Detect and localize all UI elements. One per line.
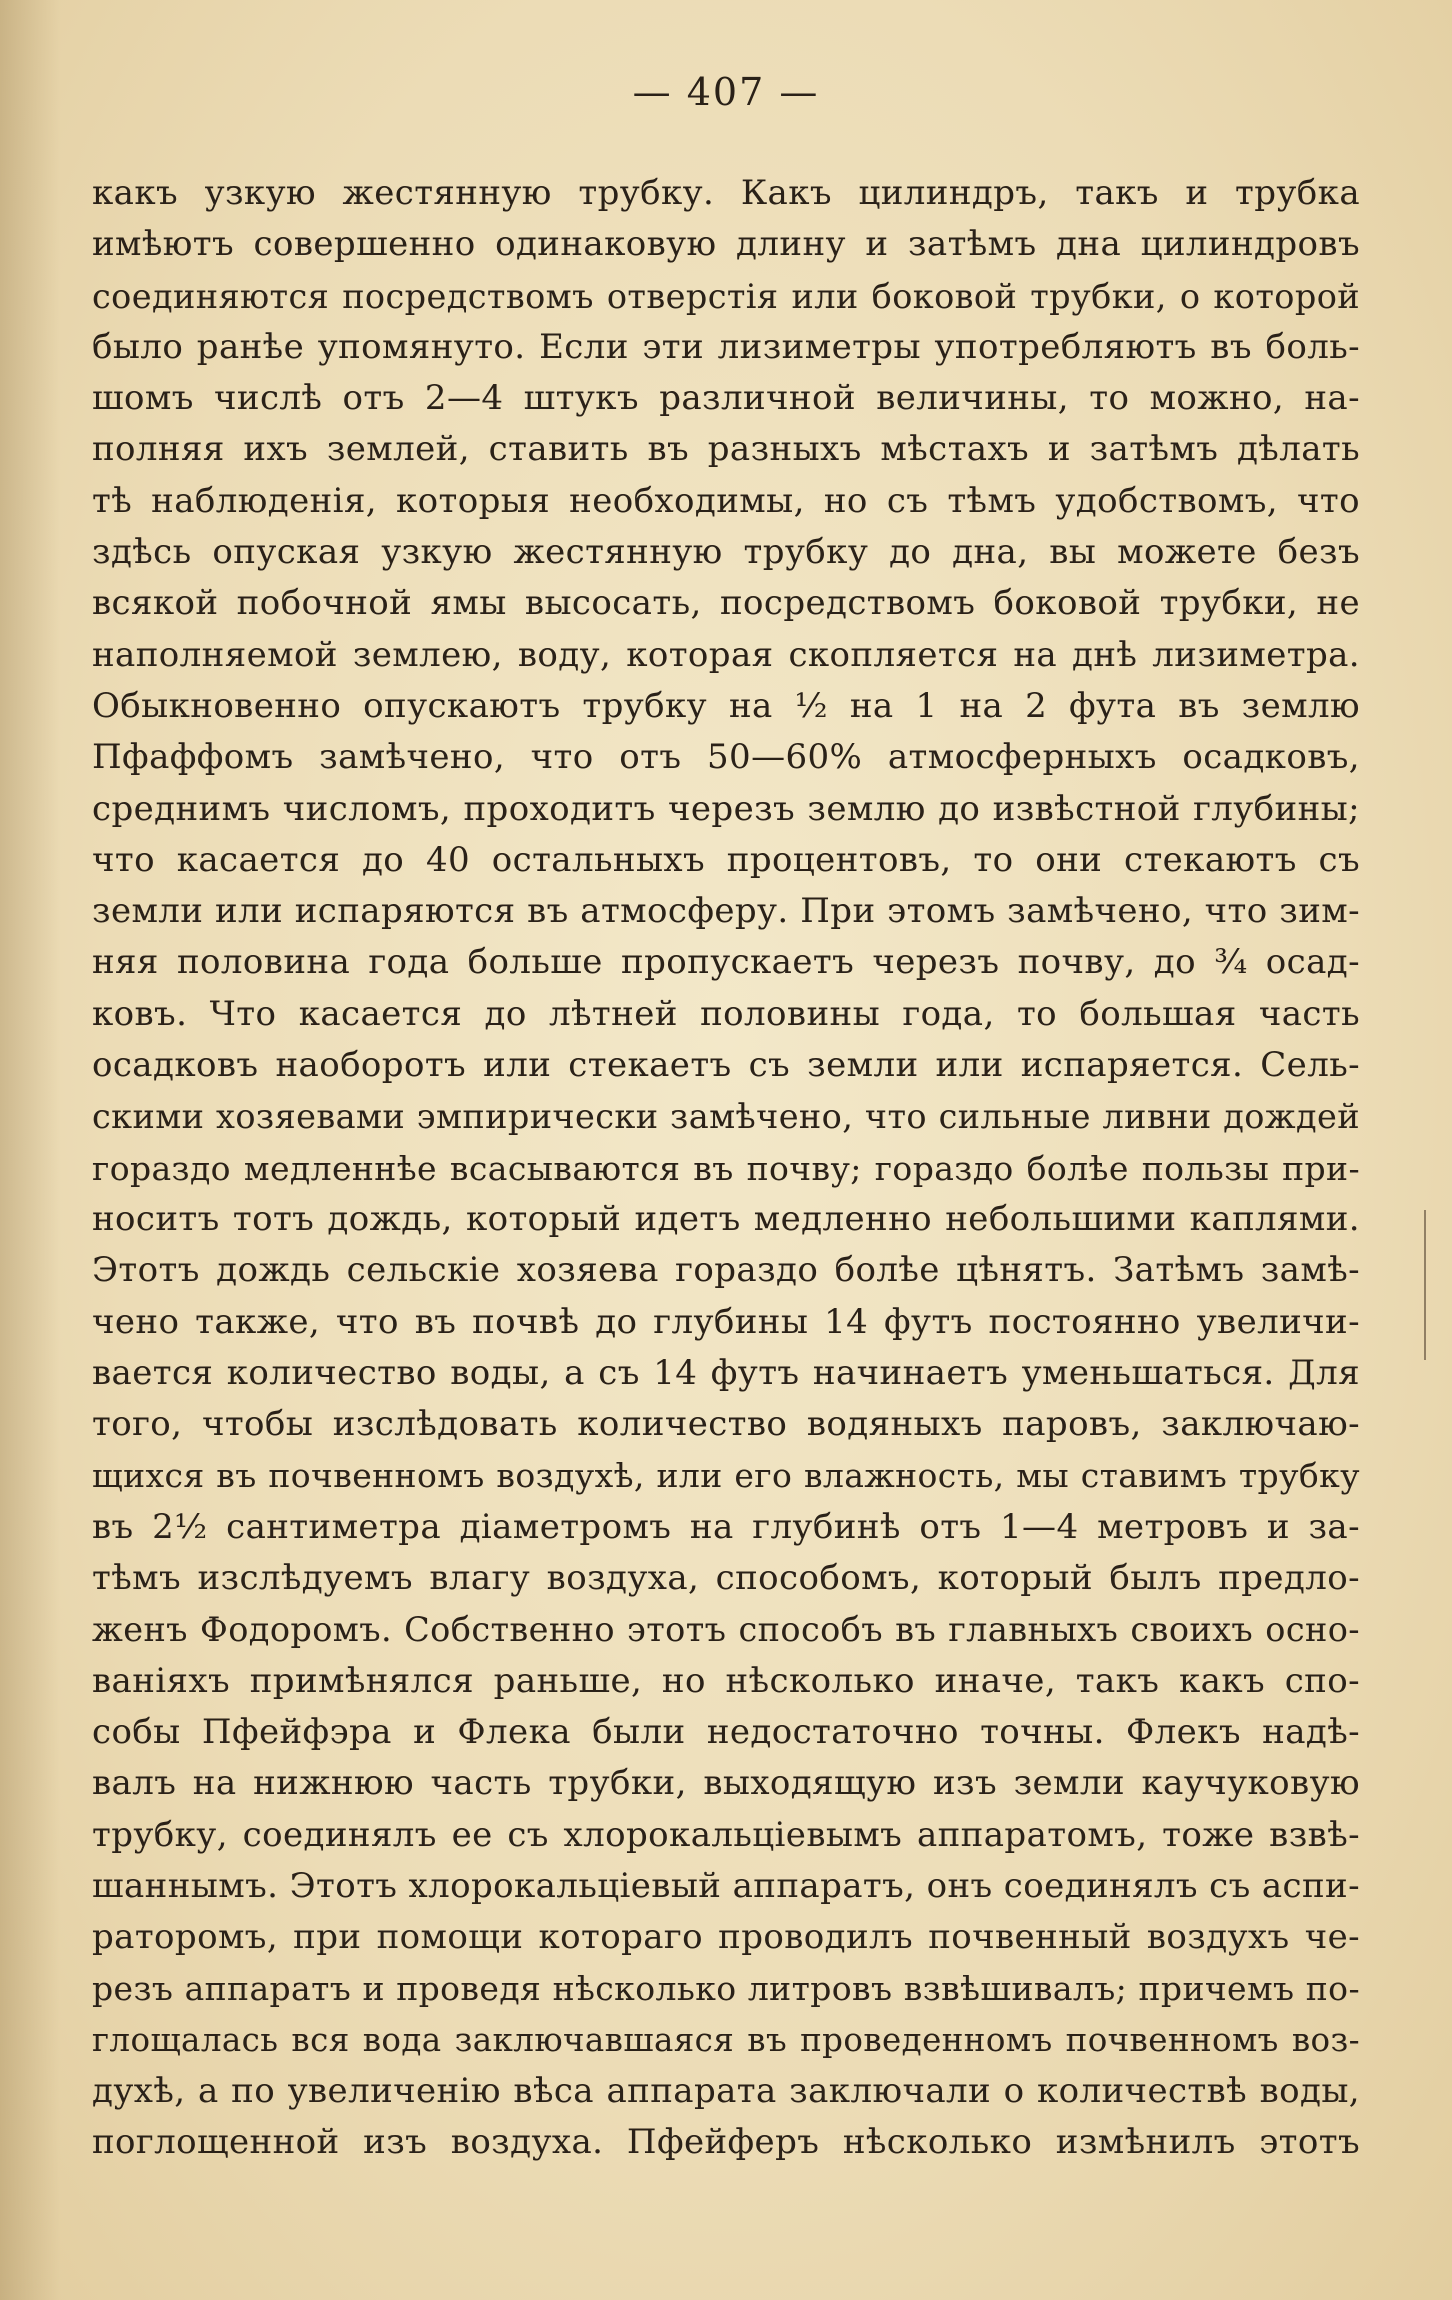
text-line: тѣмъ изслѣдуемъ влагу воздуха, способомъ, который былъ предло- (92, 1558, 1360, 1599)
text-line: Пфаффомъ замѣчено, что отъ 50—60% атмосферныхъ осадковъ, (92, 737, 1360, 778)
text-line: духѣ, а по увеличенію вѣса аппарата заключали о количествѣ воды, (92, 2070, 1360, 2111)
text-line: всякой побочной ямы высосать, посредствомъ боковой трубки, не (92, 583, 1360, 624)
text-line: земли или испаряются въ атмосферу. При этомъ замѣчено, что зим- (92, 891, 1360, 932)
text-line: ваніяхъ примѣнялся раньше, но нѣсколько иначе, такъ какъ спо- (92, 1660, 1360, 1701)
text-line: шаннымъ. Этотъ хлорокальціевый аппаратъ, онъ соединялъ съ аспи- (92, 1865, 1360, 1906)
text-line: чено также, что въ почвѣ до глубины 14 футъ постоянно увеличи- (92, 1301, 1360, 1342)
spine-shadow (0, 0, 60, 2300)
text-line: собы Пфейфэра и Флека были недостаточно точны. Флекъ надѣ- (92, 1711, 1360, 1752)
text-line: полняя ихъ землей, ставить въ разныхъ мѣстахъ и затѣмъ дѣлать (92, 429, 1360, 470)
text-line: глощалась вся вода заключавшаяся въ проведенномъ почвенномъ воз- (92, 2020, 1360, 2059)
text-line: скими хозяевами эмпирически замѣчено, что сильные ливни дождей (92, 1097, 1360, 1137)
text-line: тѣ наблюденія, которыя необходимы, но съ тѣмъ удобствомъ, что (92, 480, 1360, 521)
text-line: валъ на нижнюю часть трубки, выходящую изъ земли каучуковую (92, 1763, 1360, 1804)
text-line: того, чтобы изслѣдовать количество водяныхъ паровъ, заключаю- (92, 1404, 1360, 1445)
text-line: было ранѣе упомянуто. Если эти лизиметры употребляютъ въ боль- (92, 326, 1360, 367)
text-line: что касается до 40 остальныхъ процентовъ, то они стекаютъ съ (92, 839, 1360, 880)
text-line: поглощенной изъ воздуха. Пфейферъ нѣсколько измѣнилъ этотъ (92, 2122, 1360, 2163)
margin-pencil-mark (1424, 1210, 1426, 1360)
text-line: въ 2½ сантиметра діаметромъ на глубинѣ отъ 1—4 метровъ и за- (92, 1506, 1360, 1547)
text-line: Обыкновенно опускаютъ трубку на ½ на 1 на 2 фута въ землю (92, 685, 1360, 726)
text-line: наполняемой землею, воду, которая скопляется на днѣ лизиметра. (92, 634, 1360, 675)
text-line: осадковъ наоборотъ или стекаетъ съ земли или испаряется. Сель- (92, 1045, 1360, 1086)
text-line: имѣютъ совершенно одинаковую длину и затѣмъ дна цилиндровъ (92, 224, 1360, 265)
text-line: вается количество воды, а съ 14 футъ начинаетъ уменьшаться. Для (92, 1352, 1360, 1393)
body-text (92, 168, 1360, 2169)
page-number: — 407 — (632, 70, 820, 114)
text-line: носитъ тотъ дождь, который идетъ медленно небольшими каплями. (92, 1198, 1360, 1239)
text-line: какъ узкую жестянную трубку. Какъ цилиндръ, такъ и трубка (92, 173, 1360, 213)
text-line: шомъ числѣ отъ 2—4 штукъ различной величины, то можно, на- (92, 378, 1360, 419)
text-line: соединяются посредствомъ отверстія или боковой трубки, о которой (92, 276, 1360, 316)
text-line: раторомъ, при помощи котораго проводилъ почвенный воздухъ че- (92, 1917, 1360, 1958)
text-line: трубку, соединялъ ее съ хлорокальціевымъ аппаратомъ, тоже взвѣ- (92, 1814, 1360, 1855)
text-line: резъ аппаратъ и проведя нѣсколько литровъ взвѣшивалъ; причемъ по- (92, 1969, 1360, 2009)
text-line: среднимъ числомъ, проходитъ черезъ землю до извѣстной глубины; (92, 788, 1360, 829)
text-line: Этотъ дождь сельскіе хозяева гораздо болѣе цѣнятъ. Затѣмъ замѣ- (92, 1250, 1360, 1291)
text-line: здѣсь опуская узкую жестянную трубку до дна, вы можете безъ (92, 532, 1360, 573)
text-line: ковъ. Что касается до лѣтней половины года, то большая часть (92, 993, 1360, 1034)
text-line: гораздо медленнѣе всасываются въ почву; гораздо болѣе пользы при- (92, 1148, 1360, 1188)
text-line: женъ Фодоромъ. Собственно этотъ способъ въ главныхъ своихъ осно- (92, 1610, 1360, 1650)
text-line: щихся въ почвенномъ воздухѣ, или его влажность, мы ставимъ трубку (92, 1456, 1360, 1496)
text-line: няя половина года больше пропускаетъ черезъ почву, до ¾ осад- (92, 942, 1360, 983)
